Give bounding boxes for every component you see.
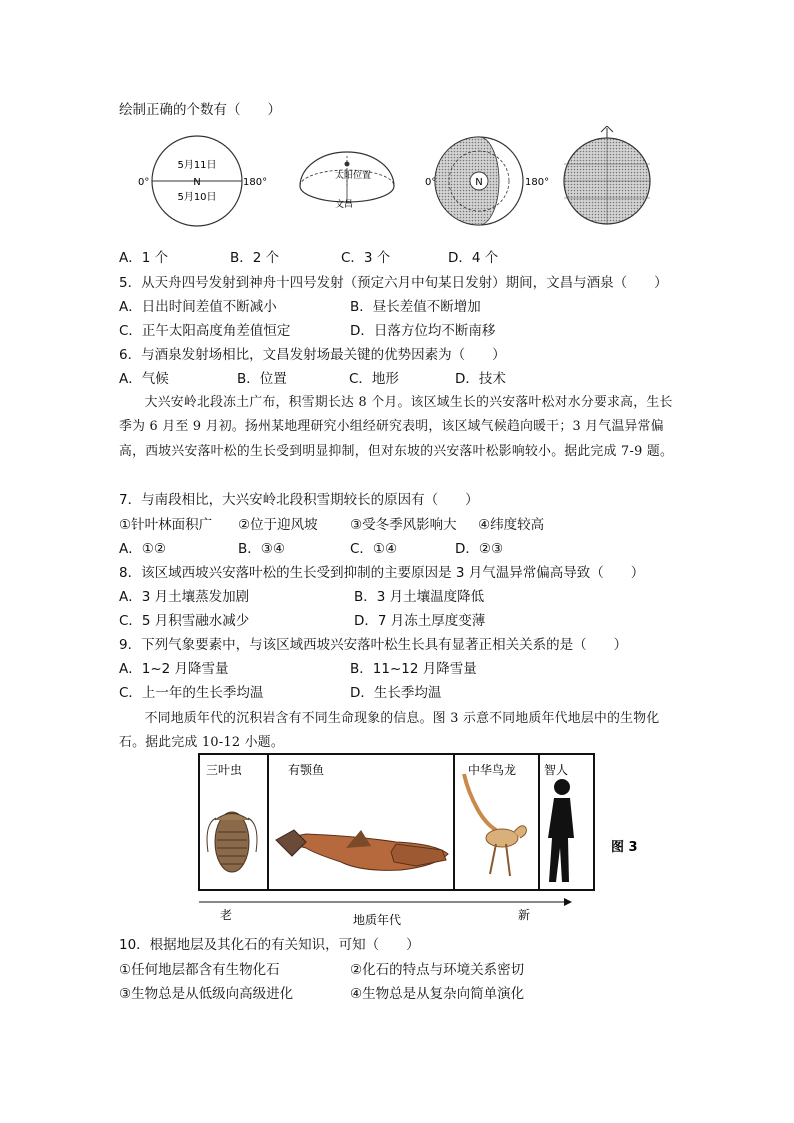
diagram-1-right-label: 180° [243,177,268,188]
diagram-1-top-label: 5月11日 [177,160,217,171]
q7-item-2: ②位于迎风坡 [238,517,318,533]
q9-option-c[interactable]: C．上一年的生长季均温 [119,685,264,701]
q5-option-c[interactable]: C．正午太阳高度角差值恒定 [119,323,291,339]
diagram-2-celestial-dome [300,152,394,210]
diagram-3-polar-view [425,137,549,225]
diagram-3-left-label: 0° [425,177,437,188]
q7-item-4: ④纬度较高 [478,517,545,533]
q6-option-d[interactable]: D．技术 [455,371,506,387]
q5-stem: 5．从天舟四号发射到神舟十四号发射（预定六月中旬某日发射）期间，文昌与酒泉（ ） [119,275,668,291]
q6-stem: 6．与酒泉发射场相比，文昌发射场最关键的优势因素为（ ） [119,347,506,363]
q9-option-b[interactable]: B．11~12 月降雪量 [350,661,477,677]
q9-option-d[interactable]: D．生长季均温 [350,685,442,701]
q7-option-d[interactable]: D．②③ [455,541,504,557]
axis-title: 地质年代 [353,913,402,927]
q9-option-a[interactable]: A．1~2 月降雪量 [119,661,229,677]
diagram-4-globe [564,126,650,224]
q5-option-a[interactable]: A．日出时间差值不断减小 [119,299,277,315]
passage-7-9: 大兴安岭北段冻土广布，积雪期长达 8 个月。该区域生长的兴安落叶松对水分要求高，生长季为 6 月至 9 月初。扬州某地理研究小组经研究表明，该区域气候趋向暖干；3 月气温异常偏高，西坡兴安落叶松的生长受到明显抑制，但对东坡的兴安落叶松影响较小。据此完成 7-9 题。 [119,395,674,459]
axis-old-label: 老 [220,908,233,922]
q4-stem: 绘制正确的个数有（ ） [119,102,281,118]
q4-option-d[interactable]: D．4 个 [448,250,499,266]
q10-item-4: ④生物总是从复杂向简单演化 [350,986,525,1002]
q5-option-b[interactable]: B．昼长差值不断增加 [350,299,481,315]
q6-option-c[interactable]: C．地形 [349,371,399,387]
q8-stem: 8．该区域西坡兴安落叶松的生长受到抑制的主要原因是 3 月气温异常偏高导致（ ） [119,565,645,581]
q10-item-3: ③生物总是从低级向高级进化 [119,986,294,1002]
diagram-2-city-label: 文昌 [335,200,354,210]
q9-stem: 9．下列气象要素中，与该区域西坡兴安落叶松生长具有显著正相关关系的是（ ） [119,637,628,653]
q4-option-b[interactable]: B．2 个 [230,250,280,266]
passage-10-12: 不同地质年代的沉积岩含有不同生命现象的信息。图 3 示意不同地质年代地层中的生物化石。据此完成 10-12 小题。 [119,711,660,751]
q8-option-a[interactable]: A．3 月土壤蒸发加剧 [119,589,250,605]
q6-option-b[interactable]: B．位置 [237,371,287,387]
q4-option-c[interactable]: C．3 个 [341,250,391,266]
q8-option-d[interactable]: D．7 月冻土厚度变薄 [354,613,486,629]
fig3-label-sinosauropteryx: 中华鸟龙 [468,763,517,777]
q7-stem: 7．与南段相比，大兴安岭北段积雪期较长的原因有（ ） [119,492,479,508]
q8-option-c[interactable]: C．5 月积雪融水减少 [119,613,250,629]
q10-item-2: ②化石的特点与环境关系密切 [350,962,525,978]
diagram-3-right-label: 180° [525,177,550,188]
diagram-3-center-label: N [475,177,483,188]
q8-option-b[interactable]: B．3 月土壤温度降低 [354,589,485,605]
axis-new-label: 新 [518,908,531,922]
fig3-label-jawed-fish: 有颚鱼 [288,763,325,777]
q4-diagrams [135,126,665,231]
diagram-1-center-label: N [193,177,201,188]
q10-item-1: ①任何地层都含有生物化石 [119,962,280,978]
fig3-caption: 图 3 [611,840,638,855]
q7-option-b[interactable]: B．③④ [238,541,285,557]
diagram-1-bottom-label: 5月10日 [177,192,217,203]
q5-option-d[interactable]: D．日落方位均不断南移 [350,323,496,339]
fig3-label-trilobite: 三叶虫 [206,763,243,777]
q7-item-3: ③受冬季风影响大 [350,517,457,533]
diagram-1-date-circle [138,136,267,226]
q7-item-1: ①针叶林面积广 [119,517,213,533]
q7-option-c[interactable]: C．①④ [350,541,398,557]
q6-option-a[interactable]: A．气候 [119,371,169,387]
fig3-label-homo-sapiens: 智人 [544,763,569,777]
q10-stem: 10．根据地层及其化石的有关知识，可知（ ） [119,937,420,953]
diagram-1-left-label: 0° [138,177,150,188]
q4-option-a[interactable]: A．1 个 [119,250,169,266]
figure-3-fossils [196,752,648,928]
diagram-2-sun-label: 太阳位置 [335,171,372,181]
q7-option-a[interactable]: A．①② [119,541,166,557]
